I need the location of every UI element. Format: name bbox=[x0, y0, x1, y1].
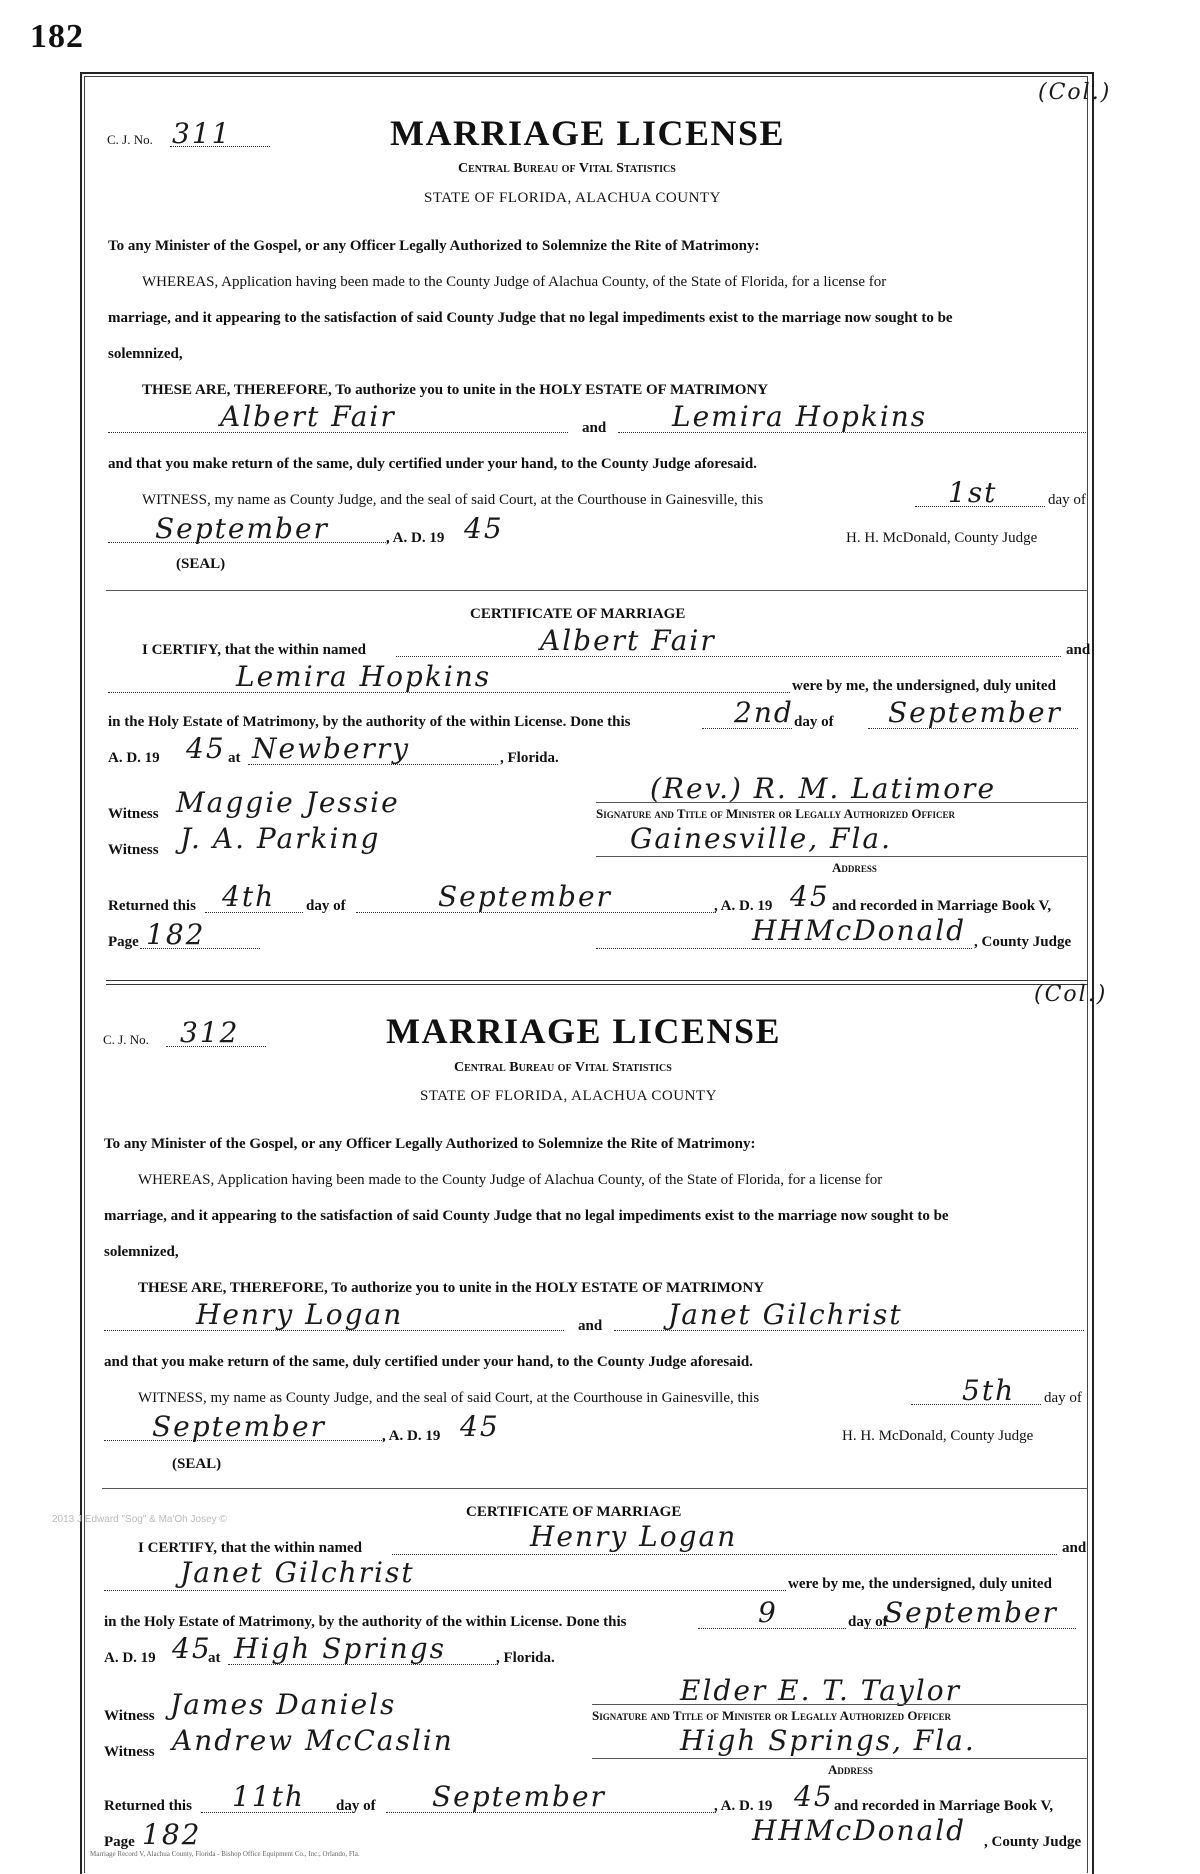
license-record-2 bbox=[0, 898, 1200, 1814]
certify-label: I CERTIFY, that the within named bbox=[142, 642, 366, 658]
seal-label: (SEAL) bbox=[172, 1456, 222, 1472]
cj-number: 312 bbox=[180, 1016, 240, 1049]
license-year: 45 bbox=[464, 512, 504, 545]
and-label-2: and bbox=[1062, 1540, 1087, 1556]
license-record-1 bbox=[0, 0, 1200, 914]
certificate-title: CERTIFICATE OF MARRIAGE bbox=[466, 1504, 682, 1520]
bureau-line: Central Bureau of Vital Statistics bbox=[458, 161, 676, 176]
cert-bride-name: Janet Gilchrist bbox=[180, 1556, 415, 1589]
watermark: 2013 J Edward "Sog" & Ma'Oh Josey © bbox=[52, 1514, 227, 1525]
state-county-line: STATE OF FLORIDA, ALACHUA COUNTY bbox=[420, 1088, 717, 1104]
license-day: 5th bbox=[962, 1374, 1016, 1407]
at-label: at bbox=[228, 750, 241, 766]
whereas-line-1: WHEREAS, Application having been made to the County Judge of Alachua County, of the State of Florida, for a license for bbox=[142, 274, 887, 290]
united-label: were by me, the undersigned, duly united bbox=[788, 1576, 1052, 1592]
state-county-line: STATE OF FLORIDA, ALACHUA COUNTY bbox=[424, 190, 721, 206]
witness-label-1: Witness bbox=[104, 1708, 155, 1724]
page-label-1: Page bbox=[108, 934, 139, 950]
returned-month: September bbox=[432, 1780, 606, 1813]
cj-label: C. J. No. bbox=[107, 132, 153, 147]
holy-estate-line: in the Holy Estate of Matrimony, by the authority of the within License. Done this bbox=[104, 1614, 627, 1630]
judge-line: H. H. McDonald, County Judge bbox=[842, 1428, 1034, 1444]
clerk-signature-1: HHMcDonald bbox=[752, 914, 967, 947]
ad2-label: A. D. 19 bbox=[104, 1650, 156, 1666]
witness-label-2: Witness bbox=[104, 1744, 155, 1760]
signature-title-label: Signature and Title of Minister or Legally Authorized Officer bbox=[596, 806, 955, 821]
salutation-line: To any Minister of the Gospel, or any Officer Legally Authorized to Solemnize the Rite of Matrimony: bbox=[108, 238, 760, 254]
officiant-signature: Elder E. T. Taylor bbox=[680, 1674, 961, 1707]
florida-label: , Florida. bbox=[500, 750, 559, 766]
signature-title-label: Signature and Title of Minister or Legally Authorized Officer bbox=[592, 1708, 951, 1723]
returned-day-of-label: day of bbox=[336, 1798, 376, 1814]
page-value-1: 182 bbox=[146, 918, 206, 951]
county-judge-label-2: , County Judge bbox=[984, 1834, 1082, 1850]
witness-label-1: Witness bbox=[108, 806, 159, 822]
cert-groom-name: Albert Fair bbox=[540, 624, 716, 657]
and-label-2: and bbox=[1066, 642, 1091, 658]
license-year: 45 bbox=[460, 1410, 500, 1443]
cert-groom-name: Henry Logan bbox=[530, 1520, 738, 1553]
done-day-of-label: day of bbox=[848, 1614, 888, 1630]
whereas-line-2: marriage, and it appearing to the satisfaction of said County Judge that no legal impediments exist to the marriage now sought to be bbox=[104, 1208, 949, 1224]
officiant-signature: (Rev.) R. M. Latimore bbox=[650, 772, 997, 805]
united-label: were by me, the undersigned, duly united bbox=[792, 678, 1056, 694]
done-month: September bbox=[888, 696, 1062, 729]
and-label: and bbox=[582, 420, 607, 436]
witness-line: WITNESS, my name as County Judge, and the seal of said Court, at the Courthouse in Gainesville, this bbox=[138, 1390, 760, 1406]
witness-1-signature: James Daniels bbox=[170, 1688, 397, 1721]
officiant-address: Gainesville, Fla. bbox=[630, 822, 893, 855]
license-title: MARRIAGE LICENSE bbox=[390, 113, 786, 153]
ad-label: , A. D. 19 bbox=[382, 1428, 441, 1444]
recorded-label: and recorded in Marriage Book V, bbox=[832, 898, 1052, 914]
whereas-line-3: solemnized, bbox=[108, 346, 183, 362]
returned-year: 45 bbox=[794, 1780, 834, 1813]
license-month: September bbox=[152, 1410, 326, 1443]
bureau-line: Central Bureau of Vital Statistics bbox=[454, 1060, 672, 1075]
judge-line: H. H. McDonald, County Judge bbox=[846, 530, 1038, 546]
cj-label: C. J. No. bbox=[103, 1032, 149, 1047]
witness-label-2: Witness bbox=[108, 842, 159, 858]
return-line: and that you make return of the same, duly certified under your hand, to the County Judge aforesaid. bbox=[108, 456, 757, 472]
witness-1-signature: Maggie Jessie bbox=[176, 786, 400, 819]
florida-label: , Florida. bbox=[496, 1650, 555, 1666]
ad2-label: A. D. 19 bbox=[108, 750, 160, 766]
done-day: 2nd bbox=[734, 696, 794, 729]
license-day: 1st bbox=[948, 476, 998, 509]
witness-line: WITNESS, my name as County Judge, and the seal of said Court, at the Courthouse in Gainesville, this bbox=[142, 492, 764, 508]
at-label: at bbox=[208, 1650, 221, 1666]
done-year: 45 bbox=[172, 1632, 212, 1665]
authorize-line: THESE ARE, THEREFORE, To authorize you to unite in the HOLY ESTATE OF MATRIMONY bbox=[142, 382, 769, 398]
done-day-of-label: day of bbox=[794, 714, 834, 730]
seal-label: (SEAL) bbox=[176, 556, 226, 572]
page-label-2: Page bbox=[104, 1834, 135, 1850]
day-of-label: day of bbox=[1048, 492, 1086, 508]
returned-day-of-label: day of bbox=[306, 898, 346, 914]
footer-imprint: Marriage Record V, Alachua County, Florida - Bishop Office Equipment Co., Inc., Orlando, Fla. bbox=[90, 1850, 360, 1858]
return-line: and that you make return of the same, duly certified under your hand, to the County Judge aforesaid. bbox=[104, 1354, 753, 1370]
cert-bride-name: Lemira Hopkins bbox=[236, 660, 492, 693]
authorize-line: THESE ARE, THEREFORE, To authorize you to unite in the HOLY ESTATE OF MATRIMONY bbox=[138, 1280, 765, 1296]
page-value-2: 182 bbox=[142, 1818, 202, 1851]
bride-name: Janet Gilchrist bbox=[668, 1298, 903, 1331]
groom-name: Albert Fair bbox=[220, 400, 396, 433]
cj-number: 311 bbox=[172, 117, 232, 150]
col-note: (Col.) bbox=[1038, 80, 1112, 105]
officiant-address: High Springs, Fla. bbox=[680, 1724, 976, 1757]
returned-day: 4th bbox=[222, 880, 276, 913]
holy-estate-line: in the Holy Estate of Matrimony, by the authority of the within License. Done this bbox=[108, 714, 631, 730]
license-title: MARRIAGE LICENSE bbox=[386, 1011, 782, 1051]
page-number: 182 bbox=[30, 18, 84, 55]
witness-2-signature: J. A. Parking bbox=[180, 822, 381, 855]
ad-label: , A. D. 19 bbox=[386, 530, 445, 546]
day-of-label: day of bbox=[1044, 1390, 1082, 1406]
returned-month: September bbox=[438, 880, 612, 913]
done-year: 45 bbox=[186, 732, 226, 765]
witness-2-signature: Andrew McCaslin bbox=[172, 1724, 454, 1757]
address-label: Address bbox=[828, 1762, 873, 1777]
marriage-place: High Springs bbox=[234, 1632, 447, 1665]
bride-name: Lemira Hopkins bbox=[672, 400, 928, 433]
whereas-line-3: solemnized, bbox=[104, 1244, 179, 1260]
returned-ad-label: , A. D. 19 bbox=[714, 1798, 773, 1814]
clerk-signature-2: HHMcDonald bbox=[752, 1814, 967, 1847]
marriage-place: Newberry bbox=[252, 732, 411, 765]
groom-name: Henry Logan bbox=[196, 1298, 404, 1331]
done-day: 9 bbox=[758, 1596, 778, 1629]
returned-year: 45 bbox=[790, 880, 830, 913]
certify-label: I CERTIFY, that the within named bbox=[138, 1540, 362, 1556]
whereas-line-2: marriage, and it appearing to the satisfaction of said County Judge that no legal impediments exist to the marriage now sought to be bbox=[108, 310, 953, 326]
address-label: Address bbox=[832, 860, 877, 875]
salutation-line: To any Minister of the Gospel, or any Officer Legally Authorized to Solemnize the Rite of Matrimony: bbox=[104, 1136, 756, 1152]
returned-day: 11th bbox=[232, 1780, 305, 1813]
and-label: and bbox=[578, 1318, 603, 1334]
col-note: (Col.) bbox=[1034, 982, 1108, 1007]
license-month: September bbox=[155, 512, 329, 545]
returned-label: Returned this bbox=[108, 898, 196, 914]
done-month: September bbox=[884, 1596, 1058, 1629]
certificate-title: CERTIFICATE OF MARRIAGE bbox=[470, 606, 686, 622]
whereas-line-1: WHEREAS, Application having been made to the County Judge of Alachua County, of the State of Florida, for a license for bbox=[138, 1172, 883, 1188]
returned-ad-label: , A. D. 19 bbox=[714, 898, 773, 914]
returned-label: Returned this bbox=[104, 1798, 192, 1814]
recorded-label: and recorded in Marriage Book V, bbox=[834, 1798, 1054, 1814]
county-judge-label-1: , County Judge bbox=[974, 934, 1072, 950]
